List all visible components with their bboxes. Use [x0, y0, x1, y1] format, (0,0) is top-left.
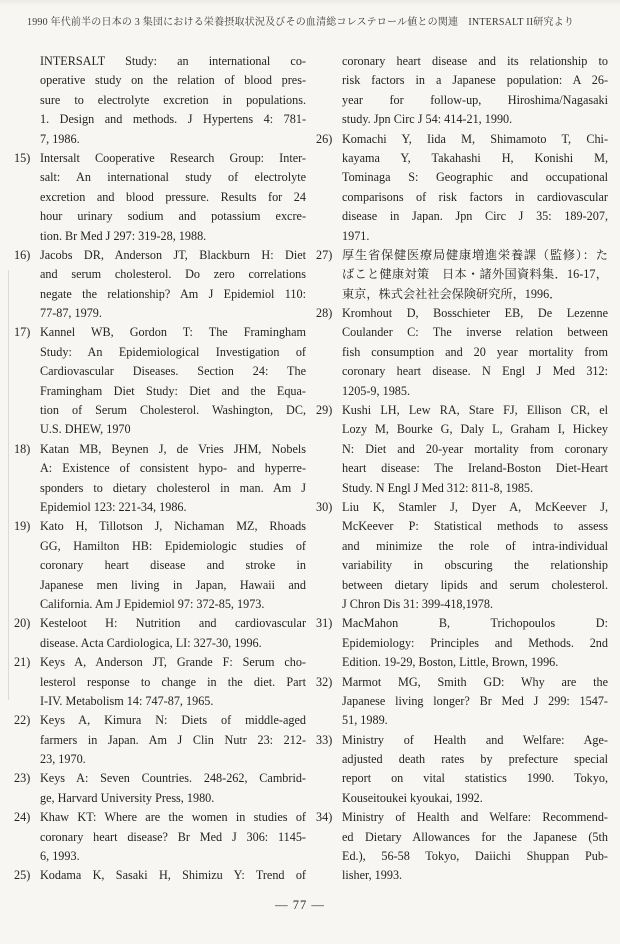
reference-line: Keys A: Seven Countries. 248-262, Cambrid-: [40, 771, 306, 786]
reference-entry: [14, 614, 306, 653]
reference-line: Kushi LH, Lew RA, Stare FJ, Ellison CR, el: [342, 403, 608, 418]
reference-line: year for follow-up, Hiroshima/Nagasaki: [342, 92, 608, 107]
running-header: 1990 年代前半の日本の 3 集団における栄養摂取状況及びその血清総コレステロール値との関連 INTERSALT II研究より: [27, 17, 575, 28]
reference-text: [40, 653, 306, 711]
reference-text: [40, 711, 306, 769]
reference-number: 25): [14, 868, 31, 883]
reference-text: [342, 304, 608, 401]
reference-number: 16): [14, 247, 31, 262]
references-columns: [14, 52, 608, 886]
reference-line: 1205-9, 1985.: [342, 383, 411, 398]
reference-entry: [14, 517, 306, 614]
reference-line: 6, 1993.: [40, 849, 80, 864]
reference-text: [40, 52, 306, 149]
reference-number: 34): [316, 810, 333, 825]
reference-line: 厚生省保健医療局健康増進栄養課（監修）：た: [342, 247, 608, 262]
reference-entry: [14, 323, 306, 439]
reference-number: 30): [316, 499, 333, 514]
reference-line: Study. N Engl J Med 312: 811-8, 1985.: [342, 480, 534, 495]
reference-line: coronary heart disease and stroke in: [40, 558, 306, 573]
reference-line: Kouseitoukei kyoukai, 1992.: [342, 790, 483, 805]
reference-line: Coulander C: The inverse relation between: [342, 325, 608, 340]
reference-text: [40, 440, 306, 518]
reference-line: Keys A, Kimura N: Diets of middle-aged: [40, 713, 306, 728]
reference-line: Edition. 19-29, Boston, Little, Brown, 1996.: [342, 655, 559, 670]
reference-number: 28): [316, 306, 333, 321]
reference-line: lisher, 1993.: [342, 868, 403, 883]
reference-line: ge, Harvard University Press, 1980.: [40, 790, 215, 805]
reference-line: Kesteloot H: Nutrition and cardiovascular: [40, 616, 306, 631]
reference-number: 21): [14, 655, 31, 670]
scan-artifact-top: [0, 0, 620, 6]
reference-number: 23): [14, 771, 31, 786]
reference-line: comparisons of risk factors in cardiovascular: [342, 189, 608, 204]
page-number: — 77 —: [275, 898, 325, 912]
reference-entry: [316, 731, 608, 809]
reference-text: [342, 731, 608, 809]
reference-line: fish consumption and 20 year mortality from: [342, 344, 608, 359]
reference-number: 27): [316, 247, 333, 262]
reference-line: Cardiovascular Diseases. Section 24: The: [40, 364, 306, 379]
reference-line: tion of Serum Cholesterol. Washington, DC,: [40, 403, 306, 418]
reference-text: [342, 52, 608, 130]
reference-line: Japanese living longer? Br Med J 299: 1547-: [342, 693, 608, 708]
reference-line: A: Existence of consistent hypo- and hyperre-: [40, 461, 306, 476]
reference-line: heart disease: The Ireland-Boston Diet-Heart: [342, 461, 608, 476]
reference-line: Tominaga S: Geographic and occupational: [342, 170, 608, 185]
reference-line: Study: An Epidemiological Investigation of: [40, 344, 306, 359]
reference-text: [342, 498, 608, 614]
reference-line: farmers in Japan. Am J Clin Nutr 23: 212-: [40, 732, 306, 747]
reference-line: INTERSALT Study: an international co-: [40, 54, 306, 68]
reference-line: N: Diet and 20-year mortality from coronary: [342, 441, 608, 456]
reference-line: tion. Br Med J 297: 319-28, 1988.: [40, 228, 207, 243]
reference-entry: [14, 653, 306, 711]
reference-entry: [14, 866, 306, 885]
reference-line: Ministry of Health and Welfare: Recommend-: [342, 810, 608, 825]
reference-line: Keys A, Anderson JT, Grande F: Serum cho-: [40, 655, 306, 670]
reference-entry: [14, 246, 306, 324]
reference-line: California. Am J Epidemiol 97: 372-85, 1973.: [40, 596, 265, 611]
reference-line: Marmot MG, Smith GD: Why are the: [342, 674, 608, 689]
reference-line: 東京，株式会社社会保険研究所，1996．: [342, 286, 562, 301]
reference-line: ばこと健康対策 日本・諸外国資料集．16-17，: [342, 267, 608, 282]
reference-line: negate the relationship? Am J Epidemiol 110:: [40, 286, 306, 301]
reference-line: Ed.), 56-58 Tokyo, Daiichi Shuppan Pub-: [342, 849, 608, 864]
reference-number: 24): [14, 810, 31, 825]
reference-number: 33): [316, 732, 333, 747]
reference-text: [342, 401, 608, 498]
reference-entry: [316, 52, 608, 130]
reference-line: McKeever P: Statistical methods to assess: [342, 519, 608, 534]
reference-line: sponders to dietary cholesterol in man. Am J: [40, 480, 306, 495]
reference-number: 29): [316, 403, 333, 418]
reference-line: Kromhout D, Bosschieter EB, De Lezenne: [342, 306, 608, 321]
reference-line: 51, 1989.: [342, 713, 388, 728]
reference-entry: [316, 130, 608, 246]
reference-line: Kato H, Tillotson J, Nichaman MZ, Rhoads: [40, 519, 306, 534]
reference-entry: [14, 440, 306, 518]
reference-entry: [316, 614, 608, 672]
reference-line: adjusted death rates by prefecture special: [342, 752, 608, 767]
reference-line: Ministry of Health and Welfare: Age-: [342, 732, 608, 747]
reference-line: disease. Acta Cardiologica, LI: 327-30, 1996.: [40, 635, 262, 650]
reference-text: [342, 614, 608, 672]
reference-line: 23, 1970.: [40, 752, 86, 767]
reference-line: 1. Design and methods. J Hypertens 4: 781-: [40, 112, 306, 127]
reference-line: Japanese men living in Japan, Hawaii and: [40, 577, 306, 592]
reference-text: [40, 323, 306, 439]
reference-line: Katan MB, Beynen J, de Vries JHM, Nobels: [40, 441, 306, 456]
reference-number: 20): [14, 616, 31, 631]
reference-line: Lozy M, Bourke G, Daly L, Graham I, Hickey: [342, 422, 608, 437]
reference-number: 31): [316, 616, 333, 631]
reference-line: operative study on the relation of blood pres-: [40, 73, 306, 88]
reference-number: 22): [14, 713, 31, 728]
reference-line: 7, 1986.: [40, 131, 80, 146]
reference-line: Kannel WB, Gordon T: The Framingham: [40, 325, 306, 340]
reference-line: between dietary lipids and serum cholesterol.: [342, 577, 608, 592]
reference-line: salt: An international study of electrolyte: [40, 170, 306, 185]
reference-line: and minimize the role of intra-individual: [342, 538, 608, 553]
reference-line: hour urinary sodium and potassium excre-: [40, 209, 306, 224]
reference-line: 1971.: [342, 228, 370, 243]
reference-number: 32): [316, 674, 333, 689]
reference-text: [342, 130, 608, 246]
reference-entry: [316, 304, 608, 401]
reference-line: Kodama K, Sasaki H, Shimizu Y: Trend of: [40, 868, 306, 883]
reference-entry: [316, 673, 608, 731]
reference-line: ed Dietary Allowances for the Japanese (5th: [342, 829, 608, 844]
reference-line: kayama Y, Takahashi H, Konishi M,: [342, 150, 608, 165]
reference-line: GG, Hamilton HB: Epidemiologic studies of: [40, 538, 306, 553]
reference-line: coronary heart disease? Br Med J 306: 1145-: [40, 829, 306, 844]
reference-line: Liu K, Stamler J, Dyer A, McKeever J,: [342, 499, 608, 514]
reference-text: [342, 673, 608, 731]
reference-number: 17): [14, 325, 31, 340]
reference-line: sure to electrolyte excretion in populations.: [40, 92, 306, 107]
reference-entry: [316, 808, 608, 886]
reference-line: I-IV. Metabolism 14: 747-87, 1965.: [40, 693, 214, 708]
reference-number: 19): [14, 519, 31, 534]
reference-line: disease in Japan. Jpn Circ J 35: 189-207,: [342, 209, 608, 224]
reference-text: [40, 614, 306, 653]
reference-number: 26): [316, 131, 333, 146]
reference-entry: [14, 711, 306, 769]
reference-line: report on vital statistics 1990. Tokyo,: [342, 771, 608, 786]
reference-number: 18): [14, 441, 31, 456]
reference-entry: [316, 246, 608, 304]
reference-number: 15): [14, 150, 31, 165]
reference-line: Epidemiology: Principles and Methods. 2nd: [342, 635, 608, 650]
scan-artifact-left-edge: [8, 270, 9, 700]
reference-text: [40, 866, 306, 885]
reference-line: Jacobs DR, Anderson JT, Blackburn H: Diet: [40, 247, 306, 262]
reference-line: J Chron Dis 31: 399-418,1978.: [342, 596, 493, 611]
reference-line: coronary heart disease. N Engl J Med 312:: [342, 364, 608, 379]
reference-line: study. Jpn Circ J 54: 414-21, 1990.: [342, 112, 513, 127]
reference-entry: [316, 498, 608, 614]
reference-text: [342, 246, 608, 304]
reference-line: Komachi Y, Iida M, Shimamoto T, Chi-: [342, 131, 608, 146]
reference-line: 77-87, 1979.: [40, 306, 102, 321]
reference-line: excretion and blood pressure. Results for 24: [40, 189, 306, 204]
reference-line: Framingham Diet Study: Diet and the Equa-: [40, 383, 306, 398]
reference-line: coronary heart disease and its relationship to: [342, 54, 608, 68]
reference-entry: [14, 769, 306, 808]
reference-line: risk factors in a Japanese population: A 26-: [342, 73, 608, 88]
reference-entry: [14, 149, 306, 246]
reference-text: [40, 808, 306, 866]
reference-line: and serum cholesterol. Do zero correlations: [40, 267, 306, 282]
reference-line: lesterol response to change in the diet. Part: [40, 674, 306, 689]
references-right-column: [316, 52, 608, 886]
reference-text: [40, 517, 306, 614]
reference-text: [40, 769, 306, 808]
reference-text: [342, 808, 608, 886]
reference-entry: [14, 808, 306, 866]
reference-line: Epidemiol 123: 221-34, 1986.: [40, 499, 187, 514]
references-left-column: [14, 52, 306, 886]
reference-entry: [316, 401, 608, 498]
reference-line: Khaw KT: Where are the women in studies of: [40, 810, 306, 825]
reference-line: U.S. DHEW, 1970: [40, 422, 131, 437]
reference-text: [40, 149, 306, 246]
reference-entry: [14, 52, 306, 149]
reference-line: Intersalt Cooperative Research Group: Inter-: [40, 150, 306, 165]
reference-line: variability in obscuring the relationship: [342, 558, 608, 573]
reference-text: [40, 246, 306, 324]
reference-line: MacMahon B, Trichopoulos D:: [342, 616, 608, 631]
